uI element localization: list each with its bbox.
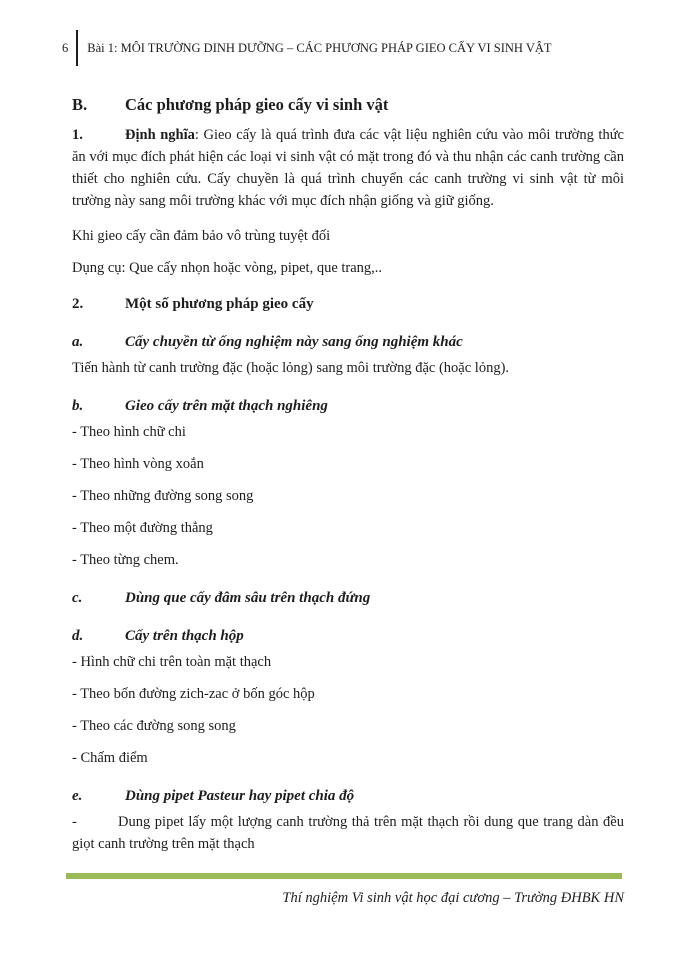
sub-e-dash: - xyxy=(72,814,77,830)
sub-d-title: Cấy trên thạch hộp xyxy=(125,628,244,644)
definition-text: : Gieo cấy là quá trình đưa các vật liệu nghiên cứu vào môi trường thức ăn với mục đích phát hiện các loại vi sinh vật có mặt trong đó và thu nhận các canh trường cần thiết cho nghiên cứu. Cấy chuyền là quá trình chuyển các canh trường vi sinh vật từ môi trường này sang môi trường khác với mục đích nhận giống và giữ giống. xyxy=(72,127,624,209)
sub-b-label: b. xyxy=(72,398,84,414)
list-item: - Chấm điểm xyxy=(72,750,148,766)
sub-c-heading xyxy=(72,587,624,609)
sterile-note-paragraph: Khi gieo cấy cần đảm bảo vô trùng tuyệt đối xyxy=(72,228,331,244)
sub-a-heading xyxy=(72,331,624,353)
sub-d-heading xyxy=(72,625,624,647)
list-item: - Theo các đường song song xyxy=(72,718,236,734)
section-2-label: 2. xyxy=(72,296,84,312)
sub-c-title: Dùng que cấy đâm sâu trên thạch đứng xyxy=(125,590,371,606)
list-item: - Theo bốn đường zich-zac ở bốn góc hộp xyxy=(72,686,315,702)
sub-b-heading xyxy=(72,395,624,417)
section-b-label: B. xyxy=(72,95,88,114)
sub-e-heading xyxy=(72,785,624,807)
sub-b-title: Gieo cấy trên mặt thạch nghiêng xyxy=(125,398,328,414)
footer-rule xyxy=(66,873,622,879)
page-number: 6 xyxy=(62,40,69,55)
sub-e-body xyxy=(72,811,624,855)
header-divider xyxy=(76,30,78,66)
list-item: - Theo một đường thẳng xyxy=(72,520,213,536)
sub-a-label: a. xyxy=(72,334,84,350)
section-2-heading xyxy=(72,293,624,315)
sub-e-label: e. xyxy=(72,788,83,804)
list-item: - Theo hình chữ chi xyxy=(72,424,186,440)
sub-c-label: c. xyxy=(72,590,83,606)
sub-e-title: Dùng pipet Pasteur hay pipet chia độ xyxy=(125,788,355,804)
definition-paragraph xyxy=(72,124,624,212)
page-header xyxy=(62,30,624,66)
sub-d-label: d. xyxy=(72,628,84,644)
definition-number: 1. xyxy=(72,127,83,143)
tools-paragraph: Dụng cụ: Que cấy nhọn hoặc vòng, pipet, que trang,.. xyxy=(72,260,383,276)
section-b-heading xyxy=(72,94,624,116)
header-title: Bài 1: MÔI TRƯỜNG DINH DƯỠNG – CÁC PHƯƠNG PHÁP GIEO CẤY VI SINH VẬT xyxy=(87,40,552,55)
sub-e-text: Dung pipet lấy một lượng canh trường thả trên mặt thạch rồi dung que trang dàn đều giọt canh trường trên mặt thạch xyxy=(72,814,624,852)
definition-term: Định nghĩa xyxy=(125,127,195,143)
list-item: - Hình chữ chi trên toàn mặt thạch xyxy=(72,654,272,670)
list-item: - Theo từng chem. xyxy=(72,552,179,568)
footer-text: Thí nghiệm Vi sinh vật học đại cương – Trường ĐHBK HN xyxy=(282,890,624,906)
section-b-title: Các phương pháp gieo cấy vi sinh vật xyxy=(125,95,389,114)
list-item: - Theo những đường song song xyxy=(72,488,254,504)
sub-a-body: Tiến hành từ canh trường đặc (hoặc lỏng) sang môi trường đặc (hoặc lỏng). xyxy=(72,360,510,376)
list-item: - Theo hình vòng xoắn xyxy=(72,456,204,472)
section-2-title: Một số phương pháp gieo cấy xyxy=(125,296,314,312)
sub-a-title: Cấy chuyền từ ống nghiệm này sang ống nghiệm khác xyxy=(125,334,463,350)
